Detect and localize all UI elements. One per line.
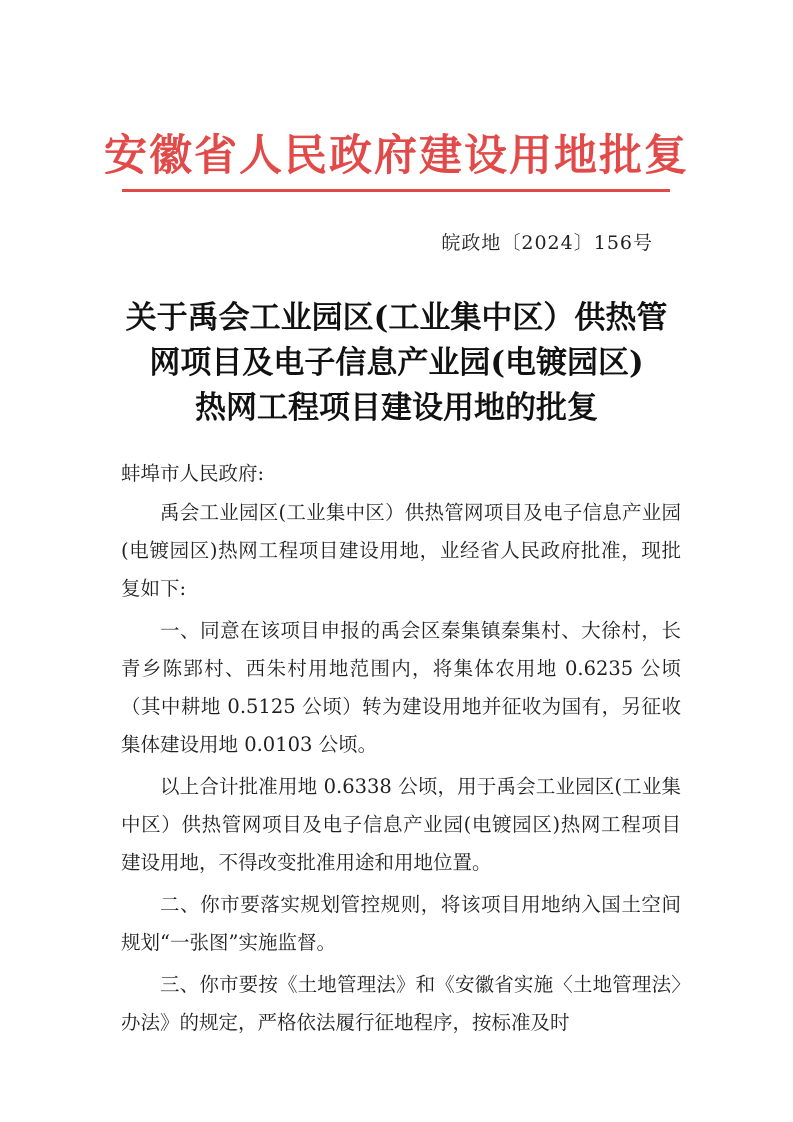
red-divider-line <box>122 189 670 192</box>
paragraph-item-3: 三、你市要按《土地管理法》和《安徽省实施〈土地管理法〉办法》的规定，严格依法履行征地程序，按标准及时 <box>121 973 681 1034</box>
title-line-1: 关于禹会工业园区(工业集中区）供热管 <box>125 300 668 336</box>
salutation: 蚌埠市人民政府: <box>121 462 265 485</box>
paragraph-item-1: 一、同意在该项目申报的禹会区秦集镇秦集村、大徐村，长青乡陈郢村、西朱村用地范围内，将集体农用地 0.6235 公顷（其中耕地 0.5125 公顷）转为建设用地并征收为国有，另征收集体建设用地 0.0103 公顷。 <box>121 619 681 756</box>
document-title <box>100 296 693 431</box>
paragraph-item-2: 二、你市要落实规划管控规则，将该项目用地纳入国土空间规划“一张图”实施监督。 <box>121 893 681 954</box>
title-line-3: 热网工程项目建设用地的批复 <box>195 390 598 426</box>
title-line-2: 网项目及电子信息产业园(电镀园区) <box>149 345 644 381</box>
paragraph-total: 以上合计批准用地 0.6338 公顷，用于禹会工业园区(工业集中区）供热管网项目及电子信息产业园(电镀园区)热网工程项目建设用地，不得改变批准用途和用地位置。 <box>121 775 681 874</box>
document-number: 皖政地〔2024〕156号 <box>441 232 653 254</box>
document-body <box>121 455 681 1042</box>
paragraph-intro: 禹会工业园区(工业集中区）供热管网项目及电子信息产业园(电镀园区)热网工程项目建设用地，业经省人民政府批准，现批复如下: <box>121 501 681 600</box>
issuer-title: 安徽省人民政府建设用地批复 <box>104 131 689 181</box>
